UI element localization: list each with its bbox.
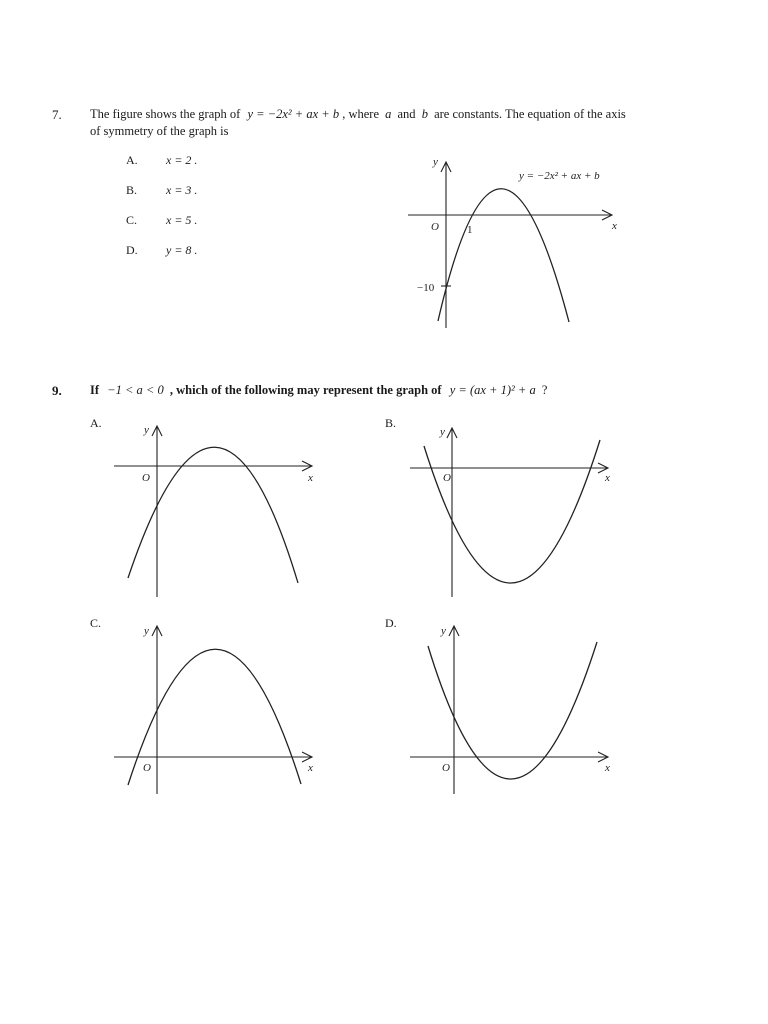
q9d-y-label: y: [441, 625, 446, 637]
q9d-x-label: x: [605, 762, 610, 774]
q9b-y-label: y: [440, 426, 445, 438]
q9-equation: y = (ax + 1)² + a: [449, 383, 536, 397]
q9b-origin-label: O: [443, 472, 451, 484]
q9-graph-b-letter: B.: [385, 416, 397, 430]
q7-curve-label: y = −2x² + ax + b: [519, 170, 600, 182]
q9a-parabola: [128, 447, 298, 583]
q7-tick-y-label: −10: [417, 282, 435, 294]
q9b-x-label: x: [605, 472, 610, 484]
q7-origin-label: O: [431, 221, 439, 233]
q9c-origin-label: O: [143, 762, 151, 774]
q7-option-b-letter: B.: [126, 183, 138, 197]
q7-text-suffix: are constants. The equation of the axis: [434, 107, 626, 121]
q7-option-a-value: x = 2 .: [166, 153, 198, 167]
q9-graph-a: [114, 424, 313, 597]
q9c-y-label: y: [144, 625, 149, 637]
q7-equation: y = −2x² + ax + b: [247, 107, 340, 121]
q7-text-line2: of symmetry of the graph is: [90, 124, 229, 138]
q9b-parabola: [424, 440, 600, 583]
q9d-origin-label: O: [442, 762, 450, 774]
q9-graph-d-letter: D.: [385, 616, 397, 630]
q9-condition: −1 < a < 0: [107, 383, 164, 397]
q9-number: 9.: [52, 383, 62, 398]
q7-option-d-letter: D.: [126, 243, 138, 257]
q9a-y-label: y: [144, 424, 149, 436]
q7-option-c-value: x = 5 .: [166, 213, 198, 227]
q7-var-b: b: [421, 107, 428, 121]
q7-y-label: y: [433, 156, 438, 168]
q9-graph-b: [410, 426, 610, 597]
q7-var-a: a: [385, 107, 392, 121]
q9a-x-label: x: [308, 472, 313, 484]
q9-text-suffix: ?: [541, 383, 548, 397]
q9-graph-a-letter: A.: [90, 416, 102, 430]
q9-graph-c-letter: C.: [90, 616, 102, 630]
q9-graph-d: [410, 625, 610, 794]
q9c-parabola: [128, 649, 301, 785]
q7-option-b-value: x = 3 .: [166, 183, 198, 197]
q9a-origin-label: O: [142, 472, 150, 484]
q9-text-prefix: If: [90, 383, 100, 397]
q7-text-and: and: [397, 107, 416, 121]
q7-number: 7.: [52, 107, 62, 122]
q7-option-c-letter: C.: [126, 213, 138, 227]
q7-x-label: x: [612, 220, 617, 232]
q9c-x-label: x: [308, 762, 313, 774]
q9-text-mid: , which of the following may represent the graph of: [169, 383, 442, 397]
q7-option-a-letter: A.: [126, 153, 138, 167]
q7-tick-x-label: 1: [467, 224, 473, 236]
q9d-parabola: [428, 642, 597, 779]
q7-text-mid: , where: [342, 107, 379, 121]
q9-graph-c: [114, 625, 313, 794]
q7-option-d-value: y = 8 .: [166, 243, 198, 257]
q7-text-prefix: The figure shows the graph of: [90, 107, 241, 121]
